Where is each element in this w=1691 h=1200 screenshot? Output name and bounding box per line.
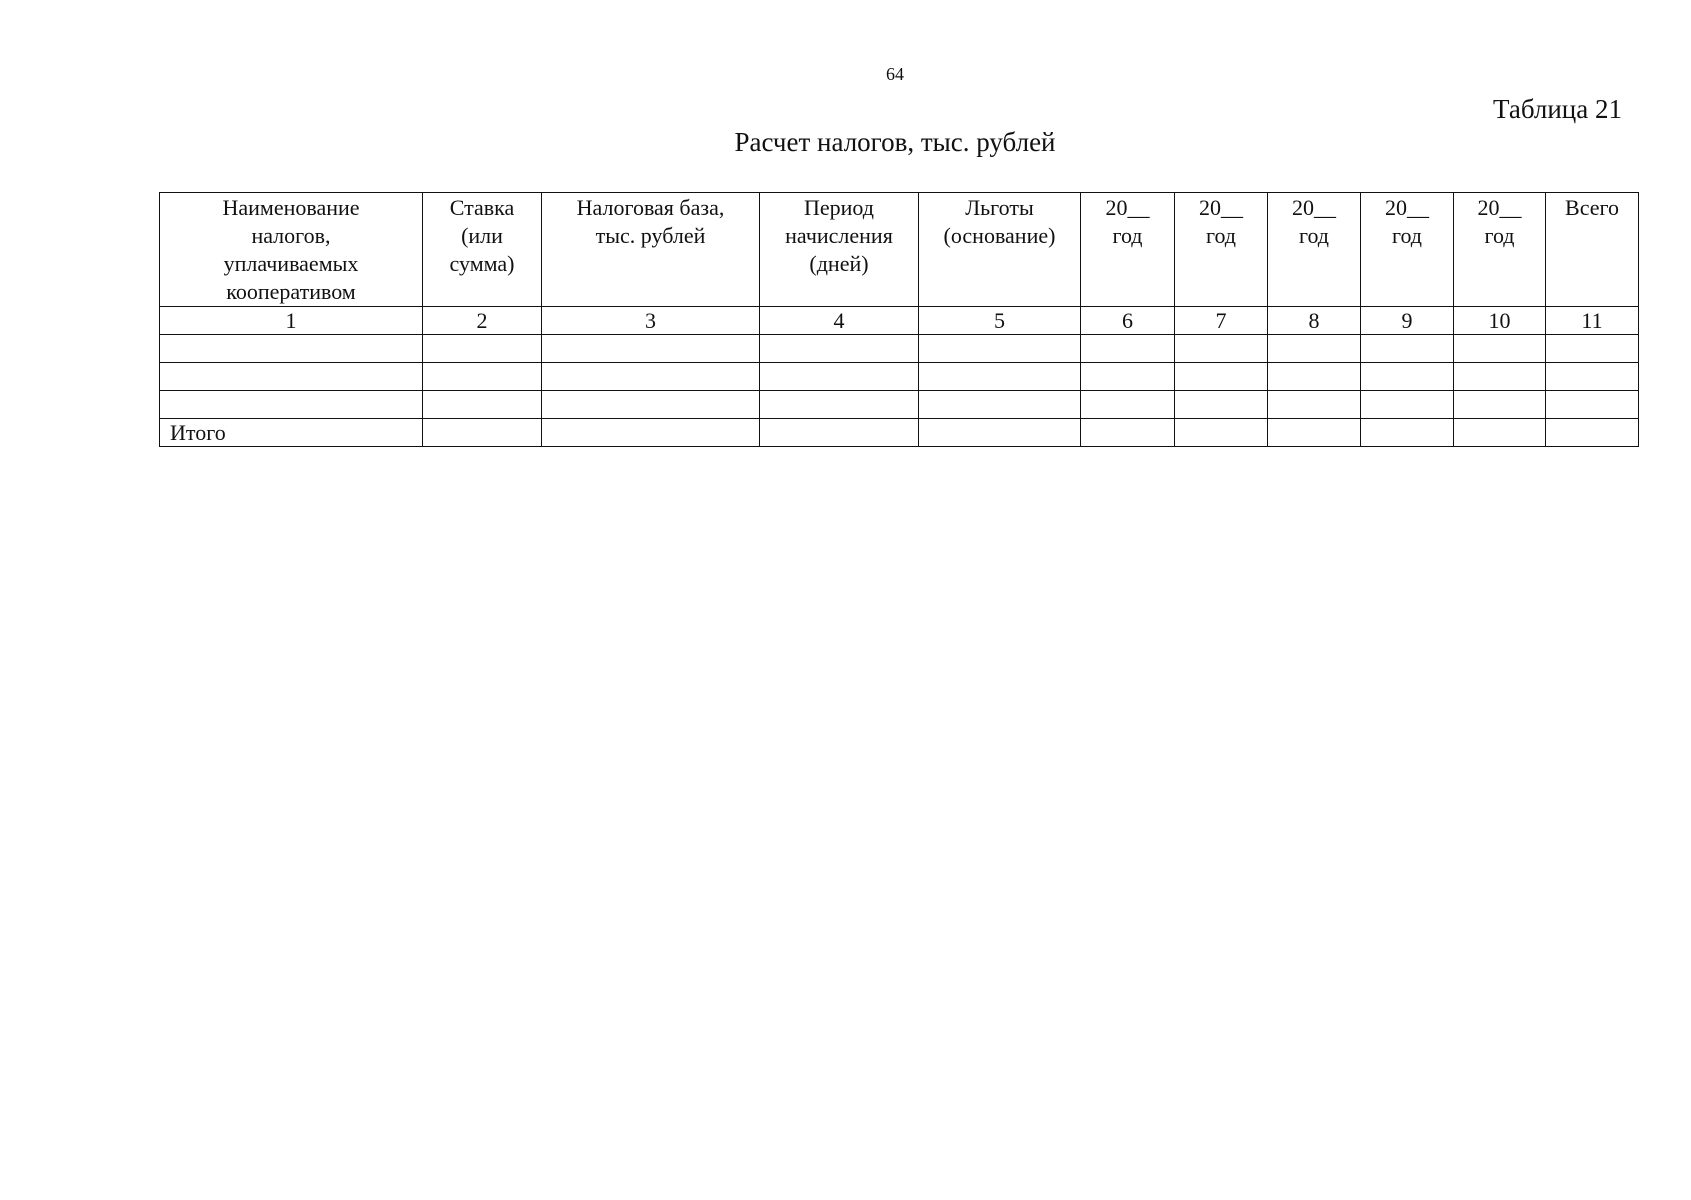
header-line: (дней)	[809, 251, 869, 276]
header-line: сумма)	[449, 251, 515, 276]
header-line: тыс. рублей	[595, 223, 706, 248]
header-tax-base	[542, 193, 760, 307]
table-cell	[1081, 335, 1175, 363]
table-cell	[160, 391, 423, 419]
header-line: 20__	[1199, 195, 1243, 220]
header-row	[160, 193, 1639, 307]
table-cell	[760, 363, 919, 391]
table-cell	[1454, 419, 1546, 447]
header-line: год	[1298, 223, 1330, 248]
header-benefits	[919, 193, 1081, 307]
column-number: 8	[1268, 307, 1361, 335]
table-cell	[1454, 391, 1546, 419]
table-cell	[1081, 391, 1175, 419]
header-line: 20__	[1477, 195, 1522, 220]
table-cell	[919, 419, 1081, 447]
header-line: (или	[461, 223, 503, 248]
column-number-row	[160, 307, 1639, 335]
table-cell	[760, 391, 919, 419]
table-cell	[1175, 391, 1268, 419]
header-line: уплачиваемых	[223, 251, 359, 276]
header-year	[1081, 193, 1175, 307]
table-cell	[1175, 363, 1268, 391]
header-line: 20__	[1292, 195, 1336, 220]
column-number: 2	[423, 307, 542, 335]
table-cell	[1454, 335, 1546, 363]
header-year	[1454, 193, 1546, 307]
table-cell	[160, 363, 423, 391]
tax-calculation-table	[159, 192, 1639, 447]
header-line: Льготы	[965, 195, 1034, 220]
header-period	[760, 193, 919, 307]
table-cell	[1268, 391, 1361, 419]
table-cell	[1361, 335, 1454, 363]
header-tax-name	[160, 193, 423, 307]
header-total	[1546, 193, 1639, 307]
table-cell	[919, 363, 1081, 391]
page-number: 64	[886, 64, 904, 84]
table-cell	[760, 419, 919, 447]
document-title: Расчет налогов, тыс. рублей	[734, 127, 1056, 157]
header-line: кооперативом	[226, 279, 356, 304]
header-line: Период	[804, 195, 874, 220]
empty-table-row	[160, 363, 1639, 391]
header-line: (основание)	[943, 223, 1056, 248]
header-year	[1361, 193, 1454, 307]
table-cell	[1454, 363, 1546, 391]
table-cell	[1361, 419, 1454, 447]
header-line: Всего	[1565, 195, 1619, 220]
header-line: начисления	[785, 223, 893, 248]
table-cell	[542, 419, 760, 447]
column-number: 7	[1175, 307, 1268, 335]
table-cell	[423, 335, 542, 363]
table-cell	[160, 335, 423, 363]
header-line: год	[1112, 223, 1143, 248]
column-number: 5	[919, 307, 1081, 335]
table-cell	[919, 391, 1081, 419]
table-cell	[1546, 391, 1639, 419]
column-number: 6	[1081, 307, 1175, 335]
empty-table-row	[160, 391, 1639, 419]
header-year	[1268, 193, 1361, 307]
column-number: 4	[760, 307, 919, 335]
header-line: год	[1205, 223, 1237, 248]
table-cell	[1546, 335, 1639, 363]
table-cell	[1081, 363, 1175, 391]
total-label: Итого	[160, 419, 423, 447]
column-number: 3	[542, 307, 760, 335]
header-line: Ставка	[449, 195, 515, 220]
table-cell	[423, 363, 542, 391]
table-cell	[1361, 363, 1454, 391]
column-number: 11	[1546, 307, 1639, 335]
table-cell	[1268, 335, 1361, 363]
header-line: 20__	[1105, 195, 1150, 220]
table-cell	[760, 335, 919, 363]
table-cell	[1361, 391, 1454, 419]
header-line: Налоговая база,	[576, 195, 725, 220]
header-rate	[423, 193, 542, 307]
table-cell	[1268, 363, 1361, 391]
table-cell	[1175, 335, 1268, 363]
table-cell	[542, 335, 760, 363]
header-line: налогов,	[251, 223, 331, 248]
header-year	[1175, 193, 1268, 307]
table-cell	[423, 419, 542, 447]
header-line: 20__	[1385, 195, 1429, 220]
total-row	[160, 419, 1639, 447]
table-cell	[542, 391, 760, 419]
table-cell	[1268, 419, 1361, 447]
table-label: Таблица 21	[1493, 94, 1622, 124]
column-number: 9	[1361, 307, 1454, 335]
table-cell	[542, 363, 760, 391]
header-line: Наименование	[222, 195, 360, 220]
header-line: год	[1484, 223, 1515, 248]
column-number: 1	[160, 307, 423, 335]
header-line: год	[1391, 223, 1423, 248]
table-cell	[1175, 419, 1268, 447]
column-number: 10	[1454, 307, 1546, 335]
table-cell	[423, 391, 542, 419]
empty-table-row	[160, 335, 1639, 363]
table-cell	[1546, 363, 1639, 391]
table-cell	[919, 335, 1081, 363]
table-cell	[1546, 419, 1639, 447]
table-cell	[1081, 419, 1175, 447]
